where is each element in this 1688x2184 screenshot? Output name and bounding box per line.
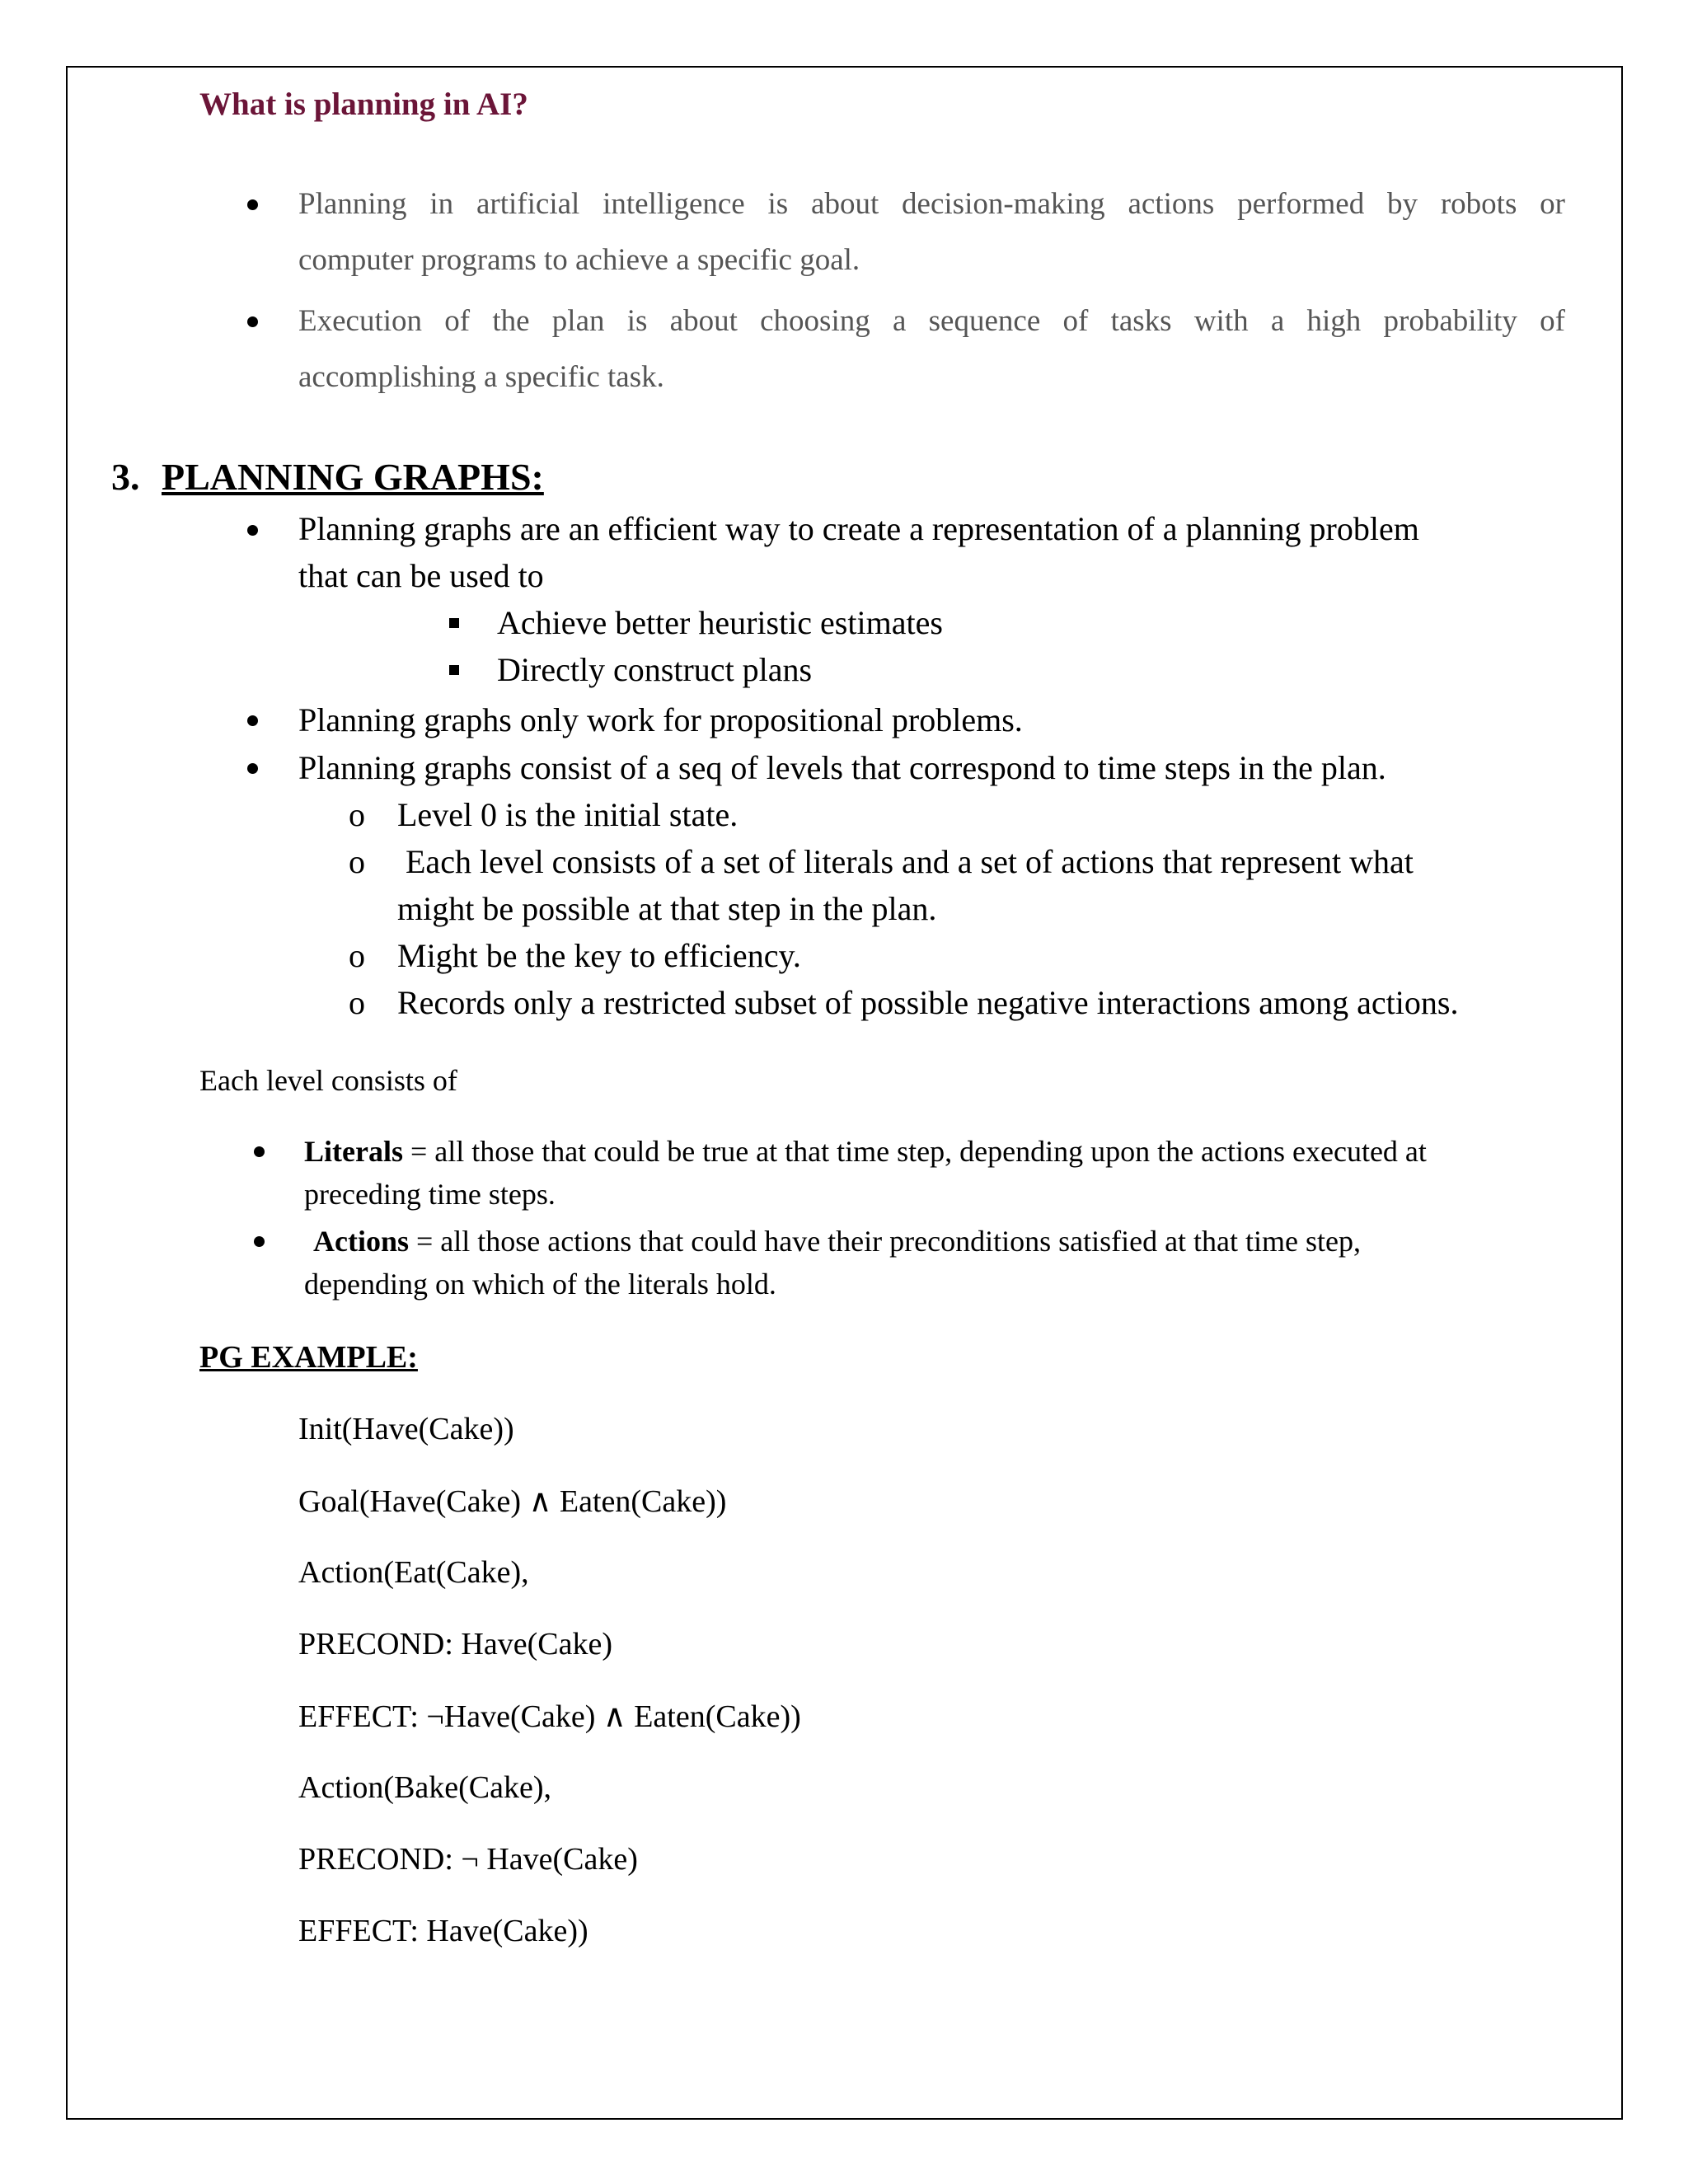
actions-term: Actions: [313, 1225, 409, 1258]
literals-line-2: preceding time steps.: [304, 1178, 556, 1211]
example-line-1: Init(Have(Cake)): [298, 1412, 514, 1446]
example-line-8: EFFECT: Have(Cake)): [298, 1914, 588, 1948]
intro-item-1-line-1: Planning in artificial intelligence is about decision-making actions performed by robots or: [298, 187, 1565, 221]
actions-line-2: depending on which of the literals hold.: [304, 1268, 776, 1301]
bullet-dot: [247, 715, 258, 726]
section-bullet-2: Planning graphs only work for propositional problems.: [298, 701, 1023, 738]
each-level-intro: Each level consists of: [199, 1064, 457, 1097]
example-line-2: Goal(Have(Cake) ∧ Eaten(Cake)): [298, 1484, 727, 1519]
circle-item-4: Records only a restricted subset of possible negative interactions among actions.: [397, 984, 1459, 1021]
bullet-dot: [247, 763, 258, 774]
section-bullet-1-line-1: Planning graphs are an efficient way to create a representation of a planning problem: [298, 510, 1419, 547]
section-bullet-3: Planning graphs consist of a seq of levels that correspond to time steps in the plan.: [298, 749, 1386, 786]
square-bullet: [449, 665, 459, 675]
circle-bullet: o: [349, 843, 365, 880]
square-bullet: [449, 618, 459, 628]
intro-item-2: [298, 293, 1565, 405]
intro-item-1-line-2: computer programs to achieve a specific goal.: [298, 243, 860, 277]
circle-bullet: o: [349, 796, 365, 833]
example-title: PG EXAMPLE:: [199, 1340, 418, 1375]
intro-heading: What is planning in AI?: [199, 87, 528, 122]
section-number: 3.: [111, 456, 140, 498]
bullet-dot: [247, 316, 258, 327]
example-line-6: Action(Bake(Cake),: [298, 1770, 552, 1805]
literals-desc: = all those that could be true at that time step, depending upon the actions executed at: [402, 1135, 1427, 1168]
circle-bullet: o: [349, 937, 365, 974]
example-line-4: PRECOND: Have(Cake): [298, 1627, 612, 1661]
example-line-3: Action(Eat(Cake),: [298, 1555, 529, 1590]
actions-line-1: [313, 1220, 1361, 1263]
circle-item-1: Level 0 is the initial state.: [397, 796, 738, 833]
circle-item-3: Might be the key to efficiency.: [397, 937, 801, 974]
bullet-dot: [247, 199, 258, 210]
sub-item-2: Directly construct plans: [497, 651, 813, 688]
intro-item-2-line-1: Execution of the plan is about choosing a sequence of tasks with a high probability of: [298, 304, 1565, 338]
bullet-dot: [254, 1236, 265, 1247]
example-line-7: PRECOND: ¬ Have(Cake): [298, 1842, 638, 1877]
circle-item-2: Each level consists of a set of literals and a set of actions that represent what: [397, 843, 1414, 880]
literals-line-1: [304, 1130, 1427, 1174]
sub-item-1: Achieve better heuristic estimates: [497, 604, 943, 641]
literals-term: Literals: [304, 1135, 403, 1168]
example-line-5: EFFECT: ¬Have(Cake) ∧ Eaten(Cake)): [298, 1699, 801, 1734]
intro-item-1: [298, 176, 1565, 288]
circle-bullet: o: [349, 984, 365, 1021]
bullet-dot: [254, 1146, 265, 1157]
section-title: PLANNING GRAPHS:: [162, 456, 544, 498]
circle-item-2-cont: might be possible at that step in the plan.: [397, 890, 937, 927]
intro-item-2-line-2: accomplishing a specific task.: [298, 360, 664, 394]
bullet-dot: [247, 525, 258, 536]
actions-desc: = all those actions that could have their preconditions satisfied at that time step,: [409, 1225, 1362, 1258]
section-bullet-1-line-2: that can be used to: [298, 557, 544, 594]
